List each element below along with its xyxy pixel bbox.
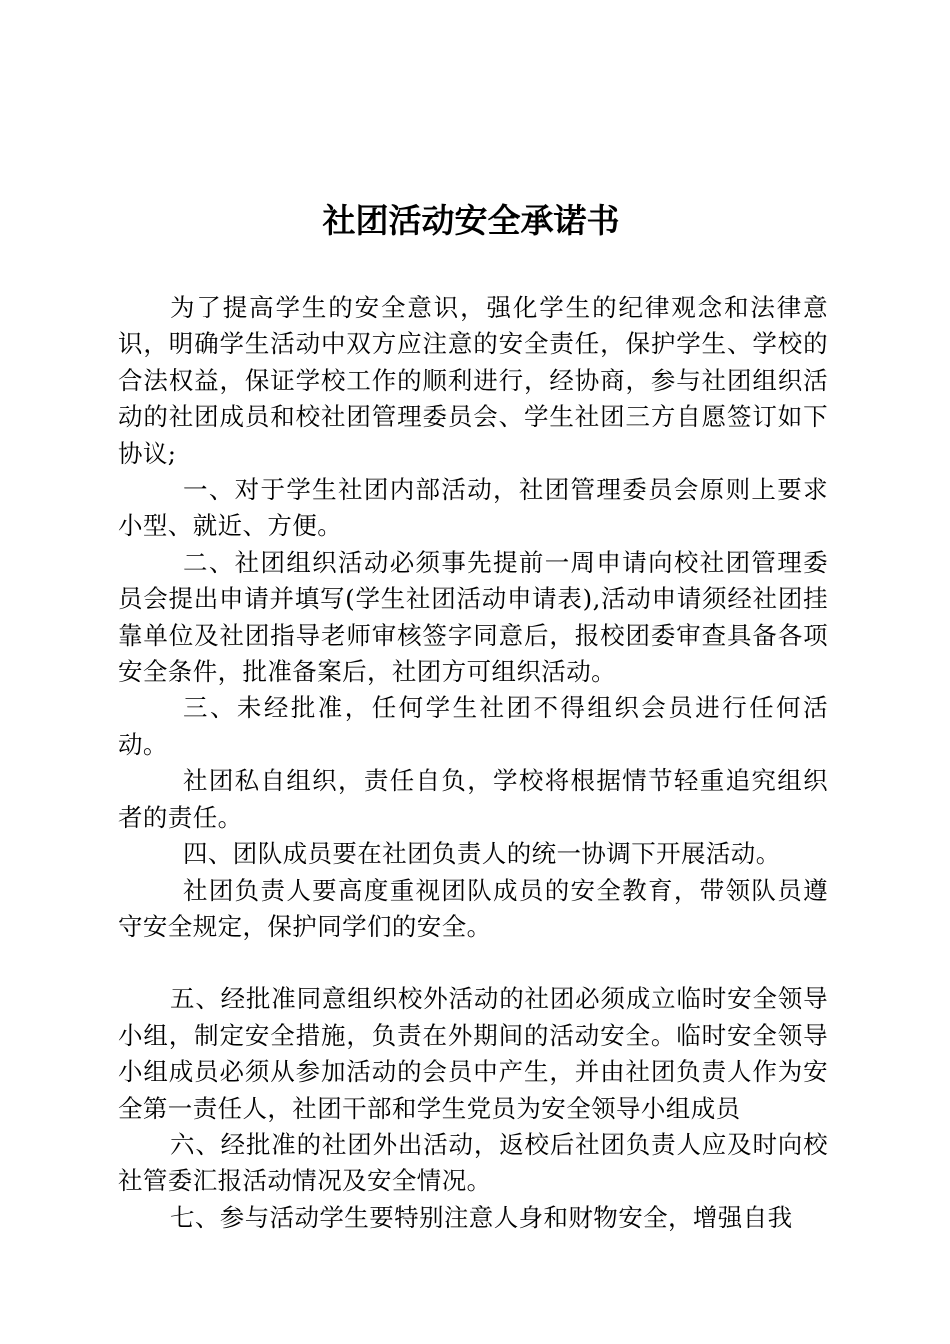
- paragraph-clause-7: 七、参与活动学生要特别注意人身和财物安全，增强自我: [170, 1202, 793, 1232]
- paragraph-clause-4-note: 社团负责人要高度重视团队成员的安全教育，带领队员遵守安全规定，保护同学们的安全。: [118, 875, 828, 941]
- paragraph-intro: 为了提高学生的安全意识，强化学生的纪律观念和法律意识，明确学生活动中双方应注意的安全责任，保护学生、学校的合法权益，保证学校工作的顺利进行，经协商，参与社团组织活动的社团成员和校社团管理委员会、学生社团三方自愿签订如下协议;: [118, 293, 828, 468]
- document-title: 社团活动安全承诺书: [322, 201, 620, 240]
- paragraph-clause-6: 六、经批准的社团外出活动，返校后社团负责人应及时向校社管委汇报活动情况及安全情况。: [118, 1129, 828, 1196]
- paragraph-clause-2: 二、社团组织活动必须事先提前一周申请向校社团管理委员会提出申请并填写(学生社团活动申请表),活动申请须经社团挂靠单位及社团指导老师审核签字同意后，报校团委审查具备各项安全条件，批准备案后，社团方可组织活动。: [118, 547, 828, 687]
- document-body: [118, 290, 828, 1236]
- paragraph-clause-3: 三、未经批准，任何学生社团不得组织会员进行任何活动。: [118, 693, 828, 759]
- paragraph-spacer: [118, 945, 828, 981]
- paragraph-clause-4: 四、团队成员要在社团负责人的统一协调下开展活动。: [183, 839, 781, 869]
- paragraph-clause-5: 五、经批准同意组织校外活动的社团必须成立临时安全领导小组，制定安全措施，负责在外期间的活动安全。临时安全领导小组成员必须从参加活动的会员中产生，并由社团负责人作为安全第一责任人，社团干部和学生党员为安全领导小组成员: [118, 984, 828, 1123]
- paragraph-clause-1: 一、对于学生社团内部活动，社团管理委员会原则上要求小型、就近、方便。: [118, 475, 828, 541]
- paragraph-clause-3-note: 社团私自组织，责任自负，学校将根据情节轻重追究组织者的责任。: [118, 766, 828, 832]
